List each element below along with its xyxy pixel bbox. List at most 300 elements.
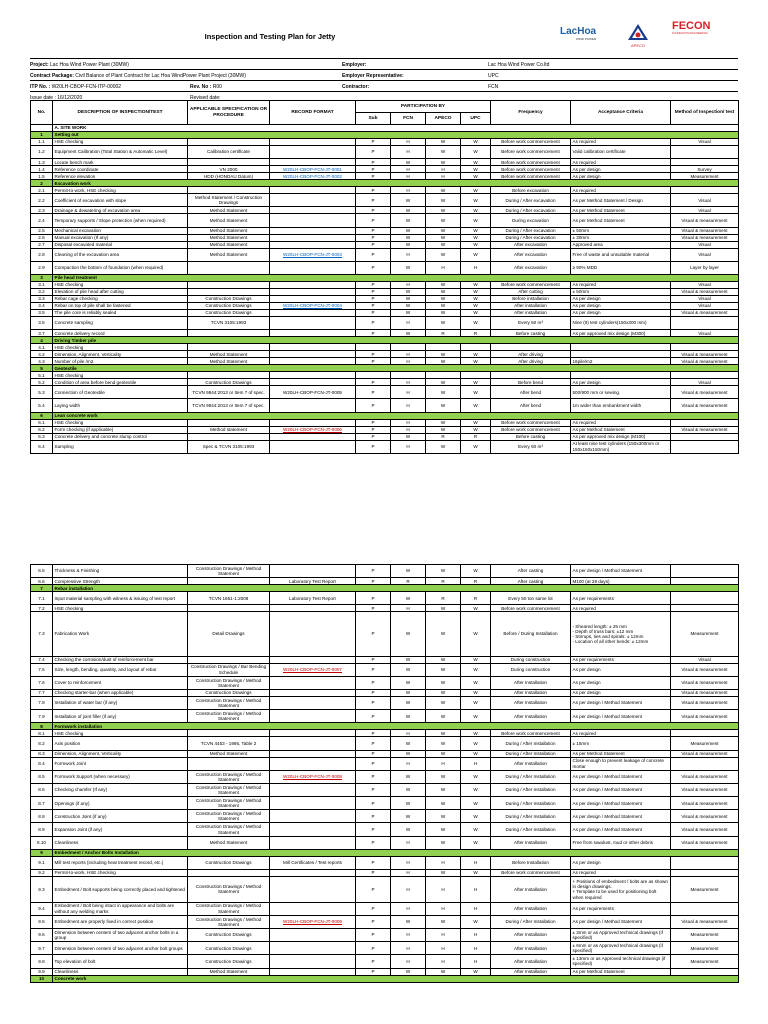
table-row bbox=[31, 942, 739, 955]
table-row bbox=[31, 656, 739, 663]
row-no: 5.2 bbox=[31, 379, 53, 386]
row-frequency: Before work commencement bbox=[491, 730, 571, 737]
row-frequency: After driving bbox=[491, 358, 571, 365]
row-acceptance: As per requirements bbox=[571, 592, 671, 605]
row-no: 3.2 bbox=[31, 288, 53, 295]
participation-sub: P bbox=[356, 139, 391, 146]
row-frequency: Before casting bbox=[491, 433, 571, 440]
participation-fcn: H bbox=[391, 605, 426, 612]
participation-upc: H bbox=[461, 942, 491, 955]
row-frequency: During excavation bbox=[491, 214, 571, 227]
participation-sub: P bbox=[356, 187, 391, 194]
participation-fcn: W bbox=[391, 750, 426, 757]
itp-table-2 bbox=[30, 564, 739, 983]
participation-sub: P bbox=[356, 836, 391, 849]
row-no: 6.5 bbox=[31, 565, 53, 578]
row-acceptance: As per design / Method Statement bbox=[571, 696, 671, 709]
participation-upc: W bbox=[461, 750, 491, 757]
row-method: Visual & measurement bbox=[671, 426, 739, 433]
section-row bbox=[31, 849, 739, 856]
section-title: Setting out bbox=[53, 132, 739, 139]
row-spec bbox=[188, 344, 270, 351]
table-body-1 bbox=[31, 125, 739, 454]
participation-fcn: W bbox=[391, 915, 426, 928]
participation-apeco: W bbox=[426, 783, 461, 796]
row-no: 9.2 bbox=[31, 870, 53, 877]
row-method: Visual & measurement bbox=[671, 676, 739, 689]
row-method: Visual & measurement bbox=[671, 358, 739, 365]
participation-fcn: H bbox=[391, 440, 426, 453]
row-no: 3.4 bbox=[31, 302, 53, 309]
row-spec: TCVN 1651-1:2008 bbox=[188, 592, 270, 605]
participation-apeco: W bbox=[426, 696, 461, 709]
participation-apeco: H bbox=[426, 757, 461, 770]
participation-upc: H bbox=[461, 902, 491, 915]
row-no: 9.3 bbox=[31, 877, 53, 903]
participation-sub: P bbox=[356, 295, 391, 302]
row-spec: Method Statement bbox=[188, 241, 270, 248]
row-record-format[interactable]: W20LH-CBOP-FCN-JT-0006 bbox=[270, 426, 356, 433]
row-record-format bbox=[270, 676, 356, 689]
row-record-format bbox=[270, 750, 356, 757]
participation-apeco: W bbox=[426, 750, 461, 757]
participation-apeco: H bbox=[426, 261, 461, 274]
row-frequency: Before work commencement bbox=[491, 173, 571, 180]
row-no: 3.7 bbox=[31, 330, 53, 337]
row-method: Visual & measurement bbox=[671, 309, 739, 316]
table-row bbox=[31, 676, 739, 689]
participation-upc: W bbox=[461, 214, 491, 227]
row-description: Coefficient of excavation with slope bbox=[53, 194, 188, 207]
row-record-format bbox=[270, 810, 356, 823]
row-record-format: Mill Certificates / Test reports bbox=[270, 856, 356, 869]
row-record-format bbox=[270, 187, 356, 194]
row-record-format bbox=[270, 612, 356, 656]
participation-fcn: R bbox=[391, 578, 426, 585]
participation-apeco: H bbox=[426, 928, 461, 941]
row-frequency: After excavation bbox=[491, 261, 571, 274]
participation-upc: H bbox=[461, 757, 491, 770]
row-no: 3.6 bbox=[31, 316, 53, 329]
participation-upc: W bbox=[461, 234, 491, 241]
row-spec: Construction Drawings / Method Statement bbox=[188, 797, 270, 810]
row-description: Embedment / Bolt supports being correctly placed and tightened bbox=[53, 877, 188, 903]
row-description: Checking the corrosion/dust of reinforcement bar bbox=[53, 656, 188, 663]
participation-sub: P bbox=[356, 737, 391, 750]
participation-apeco: W bbox=[426, 676, 461, 689]
table-row bbox=[31, 295, 739, 302]
row-no: 8.2 bbox=[31, 737, 53, 750]
participation-apeco: H bbox=[426, 166, 461, 173]
participation-sub: P bbox=[356, 565, 391, 578]
row-description: Concrete delivery and concrete slump control bbox=[53, 433, 188, 440]
row-acceptance: 500/900 mm or sewing. bbox=[571, 386, 671, 399]
participation-sub: P bbox=[356, 968, 391, 975]
row-record-format[interactable]: W20LH-CBOP-FCN-JT-0004 bbox=[270, 302, 356, 309]
participation-sub: P bbox=[356, 194, 391, 207]
row-description: Top elevation of bolt bbox=[53, 955, 188, 968]
row-description: HSE checking bbox=[53, 281, 188, 288]
row-description: Rebar cage checking bbox=[53, 295, 188, 302]
participation-apeco: W bbox=[426, 810, 461, 823]
row-frequency: Before / During Installation bbox=[491, 612, 571, 656]
row-acceptance: Close enough to prevent leakage of concrete mortar bbox=[571, 757, 671, 770]
row-spec bbox=[188, 139, 270, 146]
row-no: 1.1 bbox=[31, 139, 53, 146]
participation-upc: W bbox=[461, 663, 491, 676]
row-description: Size, length, bending, quantity, and layout of rebar bbox=[53, 663, 188, 676]
participation-sub: P bbox=[356, 159, 391, 166]
participation-apeco: W bbox=[426, 214, 461, 227]
table-row bbox=[31, 955, 739, 968]
participation-sub: P bbox=[356, 173, 391, 180]
participation-apeco: W bbox=[426, 248, 461, 261]
row-spec: Construction Drawings / Method Statement bbox=[188, 770, 270, 783]
row-method: Visual & measurement bbox=[671, 399, 739, 412]
participation-upc: W bbox=[461, 810, 491, 823]
row-no: 2.1 bbox=[31, 187, 53, 194]
participation-fcn: H bbox=[391, 942, 426, 955]
participation-fcn: W bbox=[391, 663, 426, 676]
table-body-2 bbox=[31, 565, 739, 983]
row-frequency: During / After Installation bbox=[491, 783, 571, 796]
row-method: Measurement bbox=[671, 737, 739, 750]
row-description: Dimension, Alignment, Verticality bbox=[53, 750, 188, 757]
row-frequency: Before work commencement bbox=[491, 139, 571, 146]
table-row bbox=[31, 592, 739, 605]
row-record-format bbox=[270, 261, 356, 274]
row-acceptance: As per design bbox=[571, 173, 671, 180]
row-acceptance: M100 (at 28 days) bbox=[571, 578, 671, 585]
participation-upc: W bbox=[461, 823, 491, 836]
row-record-format bbox=[270, 316, 356, 329]
row-record-format[interactable]: W20LH-CBOP-FCN-JT-0003 bbox=[270, 248, 356, 261]
table-row bbox=[31, 227, 739, 234]
table-row bbox=[31, 281, 739, 288]
row-spec bbox=[188, 261, 270, 274]
row-spec: Method Statement bbox=[188, 248, 270, 261]
table-row bbox=[31, 770, 739, 783]
participation-fcn: W bbox=[391, 309, 426, 316]
participation-sub: P bbox=[356, 330, 391, 337]
row-record-format bbox=[270, 194, 356, 207]
section-title: Driving Timber pile bbox=[53, 337, 739, 344]
row-record-format[interactable]: W20LH-CBOP-FCN-JT-0009 bbox=[270, 915, 356, 928]
row-frequency: After excavation bbox=[491, 248, 571, 261]
row-acceptance: As required bbox=[571, 419, 671, 426]
participation-sub: P bbox=[356, 419, 391, 426]
row-method: Visual & measurement bbox=[671, 386, 739, 399]
table-row bbox=[31, 696, 739, 709]
row-method bbox=[671, 159, 739, 166]
section-row bbox=[31, 132, 739, 139]
participation-apeco: W bbox=[426, 241, 461, 248]
participation-apeco: R bbox=[426, 433, 461, 440]
row-record-format bbox=[270, 419, 356, 426]
row-record-format bbox=[270, 234, 356, 241]
row-no: 2.2 bbox=[31, 194, 53, 207]
row-description: Formwork Support (when necessary) bbox=[53, 770, 188, 783]
row-frequency: After bend bbox=[491, 386, 571, 399]
row-method: Visual bbox=[671, 295, 739, 302]
row-record-format bbox=[270, 139, 356, 146]
participation-apeco: W bbox=[426, 194, 461, 207]
participation-fcn: H bbox=[391, 358, 426, 365]
participation-upc: R bbox=[461, 592, 491, 605]
participation-fcn: W bbox=[391, 302, 426, 309]
table-row bbox=[31, 358, 739, 365]
participation-fcn: W bbox=[391, 227, 426, 234]
row-frequency: Before work commencement bbox=[491, 870, 571, 877]
row-frequency: Before installation bbox=[491, 295, 571, 302]
table-row bbox=[31, 214, 739, 227]
participation-fcn: H bbox=[391, 877, 426, 903]
row-record-format bbox=[270, 227, 356, 234]
table-row bbox=[31, 207, 739, 214]
row-acceptance: As per design bbox=[571, 663, 671, 676]
row-no: 1.3 bbox=[31, 159, 53, 166]
row-spec: Construction Drawings / Method Statement bbox=[188, 902, 270, 915]
row-spec: HDD (HONDAU Datum) bbox=[188, 173, 270, 180]
row-method: Visual & measurement bbox=[671, 663, 739, 676]
row-frequency: After Installation bbox=[491, 689, 571, 696]
row-spec: Method Statement bbox=[188, 968, 270, 975]
row-acceptance: As required bbox=[571, 605, 671, 612]
participation-apeco: W bbox=[426, 399, 461, 412]
row-record-format bbox=[270, 399, 356, 412]
row-spec: Method Statement bbox=[188, 207, 270, 214]
participation-upc: W bbox=[461, 710, 491, 723]
row-spec bbox=[188, 656, 270, 663]
section-row bbox=[31, 365, 739, 372]
row-acceptance: As required bbox=[571, 730, 671, 737]
row-method bbox=[671, 372, 739, 379]
row-description: Form checking (if applicable) bbox=[53, 426, 188, 433]
participation-apeco: W bbox=[426, 730, 461, 737]
row-no: 2.5 bbox=[31, 227, 53, 234]
row-record-format bbox=[270, 358, 356, 365]
participation-upc: W bbox=[461, 399, 491, 412]
row-frequency: After Installation bbox=[491, 942, 571, 955]
participation-sub: P bbox=[356, 316, 391, 329]
row-method bbox=[671, 870, 739, 877]
participation-upc: W bbox=[461, 426, 491, 433]
table-row bbox=[31, 419, 739, 426]
apeco-logo-icon bbox=[626, 22, 650, 50]
row-no: 9 bbox=[31, 849, 53, 856]
row-spec: Method Statement bbox=[188, 351, 270, 358]
participation-apeco: W bbox=[426, 836, 461, 849]
row-spec: Method Statement / Construction Drawings bbox=[188, 194, 270, 207]
row-description: Sampling bbox=[53, 440, 188, 453]
row-spec: VN 2000 bbox=[188, 166, 270, 173]
section-row bbox=[31, 412, 739, 419]
participation-fcn: W bbox=[391, 234, 426, 241]
row-description: Cleanliness bbox=[53, 836, 188, 849]
row-acceptance: As per requirements bbox=[571, 656, 671, 663]
participation-sub: P bbox=[356, 241, 391, 248]
row-acceptance: ± 30mm bbox=[571, 234, 671, 241]
participation-fcn: W bbox=[391, 797, 426, 810]
participation-upc: W bbox=[461, 565, 491, 578]
row-description: Dimension, Alignment, Verticality bbox=[53, 351, 188, 358]
section-row bbox=[31, 723, 739, 730]
row-acceptance: At least nine test cylinders (150x300mm or 150x150x150mm) bbox=[571, 440, 671, 453]
row-description: Checking chamfer (If any) bbox=[53, 783, 188, 796]
participation-apeco: W bbox=[426, 770, 461, 783]
row-method bbox=[671, 578, 739, 585]
participation-fcn: W bbox=[391, 968, 426, 975]
row-acceptance: As per Method Statement bbox=[571, 968, 671, 975]
row-record-format bbox=[270, 351, 356, 358]
row-no: 2.7 bbox=[31, 241, 53, 248]
row-description: Checking starter-bar (when applicable) bbox=[53, 689, 188, 696]
table-row bbox=[31, 870, 739, 877]
row-no: 6 bbox=[31, 412, 53, 419]
row-record-format bbox=[270, 942, 356, 955]
row-record-format[interactable]: W20LH-CBOP-FCN-JT-0002 bbox=[270, 173, 356, 180]
table-row bbox=[31, 386, 739, 399]
row-acceptance: Nine (9) test cylinders(150x300 mm) bbox=[571, 316, 671, 329]
participation-apeco: W bbox=[426, 302, 461, 309]
row-spec: Construction Drawings / Bar Bending Schedule bbox=[188, 663, 270, 676]
row-spec: Construction Drawings / Method Statement bbox=[188, 783, 270, 796]
row-no: 1.5 bbox=[31, 173, 53, 180]
table-row bbox=[31, 433, 739, 440]
participation-fcn: H bbox=[391, 836, 426, 849]
row-no: 1 bbox=[31, 132, 53, 139]
row-record-format[interactable]: W20LH-CBOP-FCN-JT-0007 bbox=[270, 663, 356, 676]
row-record-format: W20LH-CBOP-FCN-JT-0005 bbox=[270, 386, 356, 399]
row-spec: Construction Drawings bbox=[188, 302, 270, 309]
participation-fcn: H bbox=[391, 281, 426, 288]
row-method: Measurement bbox=[671, 877, 739, 903]
row-method: Visual & measurement bbox=[671, 234, 739, 241]
participation-fcn: H bbox=[391, 166, 426, 173]
participation-upc: W bbox=[461, 358, 491, 365]
table-row bbox=[31, 344, 739, 351]
row-description: Locate bench mark bbox=[53, 159, 188, 166]
row-no: 5.1 bbox=[31, 372, 53, 379]
participation-sub: P bbox=[356, 166, 391, 173]
table-row bbox=[31, 902, 739, 915]
participation-apeco: W bbox=[426, 234, 461, 241]
row-record-format bbox=[270, 241, 356, 248]
participation-sub: P bbox=[356, 797, 391, 810]
section-row bbox=[31, 975, 739, 982]
participation-upc bbox=[461, 344, 491, 351]
participation-sub: P bbox=[356, 902, 391, 915]
row-record-format bbox=[270, 710, 356, 723]
participation-apeco: H bbox=[426, 173, 461, 180]
table-row bbox=[31, 440, 739, 453]
row-acceptance: ± 50mm bbox=[571, 227, 671, 234]
row-record-format bbox=[270, 902, 356, 915]
participation-fcn: H bbox=[391, 248, 426, 261]
participation-fcn: H bbox=[391, 146, 426, 159]
table-row bbox=[31, 810, 739, 823]
participation-sub: P bbox=[356, 379, 391, 386]
table-row bbox=[31, 159, 739, 166]
row-frequency: During / After excavation bbox=[491, 227, 571, 234]
row-record-format bbox=[270, 783, 356, 796]
row-description: Formwork Joint bbox=[53, 757, 188, 770]
row-acceptance bbox=[571, 372, 671, 379]
participation-apeco: H bbox=[426, 877, 461, 903]
row-method bbox=[671, 440, 739, 453]
participation-fcn: H bbox=[391, 173, 426, 180]
row-frequency: After cutting bbox=[491, 288, 571, 295]
row-no: 2.9 bbox=[31, 261, 53, 274]
row-record-format[interactable]: W20LH-CBOP-FCN-JT-0001 bbox=[270, 166, 356, 173]
row-frequency bbox=[491, 344, 571, 351]
sheet-page-2 bbox=[30, 564, 738, 983]
row-description: Number of pile /m2 bbox=[53, 358, 188, 365]
participation-sub: P bbox=[356, 234, 391, 241]
row-no: 9.9 bbox=[31, 968, 53, 975]
participation-fcn: H bbox=[391, 139, 426, 146]
participation-fcn: W bbox=[391, 214, 426, 227]
row-description: HSE checking bbox=[53, 730, 188, 737]
participation-upc: W bbox=[461, 797, 491, 810]
row-method: Measurement bbox=[671, 955, 739, 968]
row-frequency: During / After excavation bbox=[491, 234, 571, 241]
row-no bbox=[31, 125, 53, 132]
participation-upc: W bbox=[461, 146, 491, 159]
row-method: Visual & measurement bbox=[671, 797, 739, 810]
row-record-format bbox=[270, 207, 356, 214]
row-no: 6.4 bbox=[31, 440, 53, 453]
participation-apeco: W bbox=[426, 159, 461, 166]
table-row bbox=[31, 146, 739, 159]
row-no: 7.9 bbox=[31, 710, 53, 723]
participation-upc: W bbox=[461, 605, 491, 612]
row-acceptance: As per Method Statement bbox=[571, 750, 671, 757]
row-acceptance: - Sheared length: ± 25 mm - Depth of truss bars: ±12 mm - Stirrups, ties and spirals: ± 12mm - Location of all other bends: ± 12mm bbox=[571, 612, 671, 656]
participation-sub: P bbox=[356, 856, 391, 869]
row-frequency: After excavation bbox=[491, 241, 571, 248]
row-spec: Construction Drawings bbox=[188, 942, 270, 955]
participation-apeco: R bbox=[426, 592, 461, 605]
row-no: 9.4 bbox=[31, 902, 53, 915]
participation-apeco: W bbox=[426, 146, 461, 159]
participation-apeco: W bbox=[426, 419, 461, 426]
row-frequency: Before work commencement bbox=[491, 159, 571, 166]
row-spec: Construction Drawings bbox=[188, 955, 270, 968]
row-description: The pile core is reliably sealed bbox=[53, 309, 188, 316]
row-spec: Method statement bbox=[188, 426, 270, 433]
participation-apeco: H bbox=[426, 856, 461, 869]
row-method: Measurement bbox=[671, 612, 739, 656]
row-no: 8.10 bbox=[31, 836, 53, 849]
row-frequency: Before work commencement bbox=[491, 419, 571, 426]
table-row bbox=[31, 399, 739, 412]
participation-sub: P bbox=[356, 710, 391, 723]
table-row bbox=[31, 750, 739, 757]
row-method bbox=[671, 902, 739, 915]
row-spec: Method Statement bbox=[188, 750, 270, 757]
document-header bbox=[30, 0, 738, 58]
table-row bbox=[31, 241, 739, 248]
row-record-format[interactable]: W20LH-CBOP-FCN-JT-0008 bbox=[270, 770, 356, 783]
row-record-format: Laboratory Test Report bbox=[270, 592, 356, 605]
row-record-format: Laboratory Test Report bbox=[270, 578, 356, 585]
row-spec: Construction Drawings / Method Statement bbox=[188, 877, 270, 903]
participation-apeco: W bbox=[426, 386, 461, 399]
row-description: Input material sampling with witness & issuing of test report bbox=[53, 592, 188, 605]
row-no: 4.3 bbox=[31, 358, 53, 365]
participation-upc: R bbox=[461, 433, 491, 440]
